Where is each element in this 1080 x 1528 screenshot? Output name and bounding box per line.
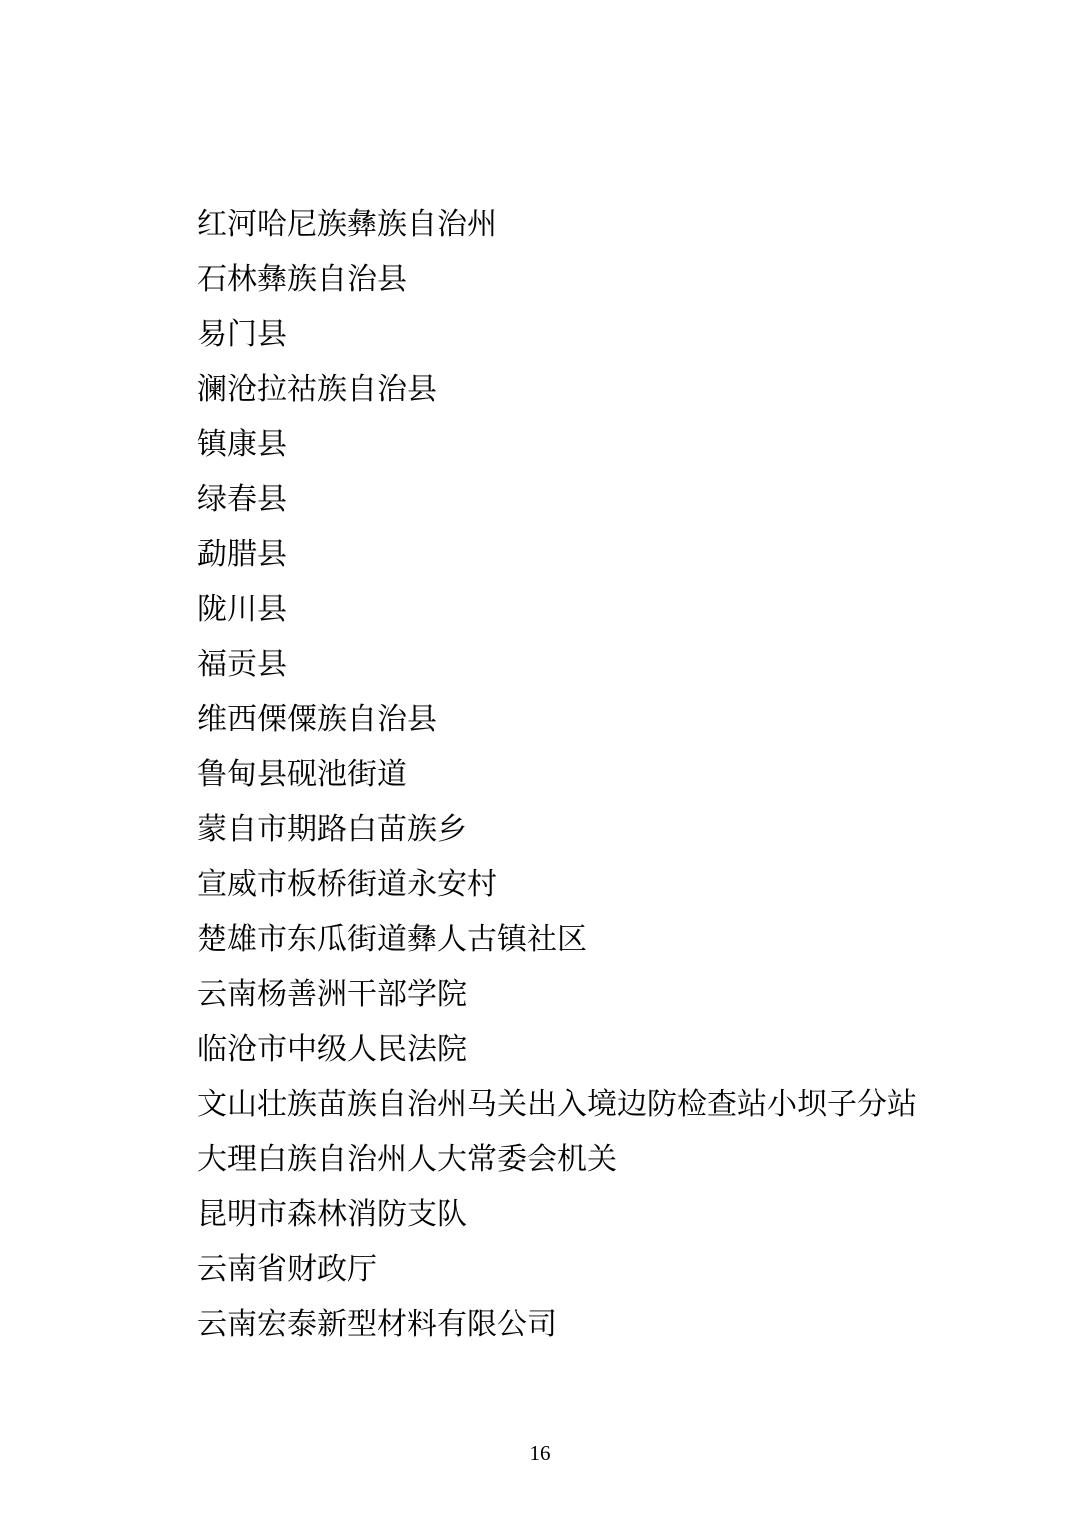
list-line: 大理白族自治州人大常委会机关 <box>197 1143 617 1176</box>
list-line: 红河哈尼族彝族自治州 <box>197 208 497 241</box>
list-line: 镇康县 <box>197 428 287 461</box>
list-line: 鲁甸县砚池街道 <box>197 758 407 791</box>
list-line: 石林彝族自治县 <box>197 263 407 296</box>
list-line: 临沧市中级人民法院 <box>197 1033 467 1066</box>
list-line: 云南杨善洲干部学院 <box>197 978 467 1011</box>
list-line: 维西傈僳族自治县 <box>197 703 437 736</box>
list-line: 云南宏泰新型材料有限公司 <box>197 1308 557 1341</box>
name-list <box>197 197 987 1352</box>
list-line: 澜沧拉祜族自治县 <box>197 373 437 406</box>
list-line: 蒙自市期路白苗族乡 <box>197 813 467 846</box>
list-line: 福贡县 <box>197 648 287 681</box>
page-footer <box>0 1441 1080 1465</box>
list-line: 宣威市板桥街道永安村 <box>197 868 497 901</box>
list-line: 文山壮族苗族自治州马关出入境边防检查站小坝子分站 <box>197 1088 917 1121</box>
list-line: 昆明市森林消防支队 <box>197 1198 467 1231</box>
list-line: 易门县 <box>197 318 287 351</box>
list-line: 云南省财政厅 <box>197 1253 377 1286</box>
list-line: 陇川县 <box>197 593 287 626</box>
list-line: 绿春县 <box>197 483 287 516</box>
page-number: 16 <box>529 1441 551 1465</box>
list-line: 楚雄市东瓜街道彝人古镇社区 <box>197 923 587 956</box>
list-line: 勐腊县 <box>197 538 287 571</box>
